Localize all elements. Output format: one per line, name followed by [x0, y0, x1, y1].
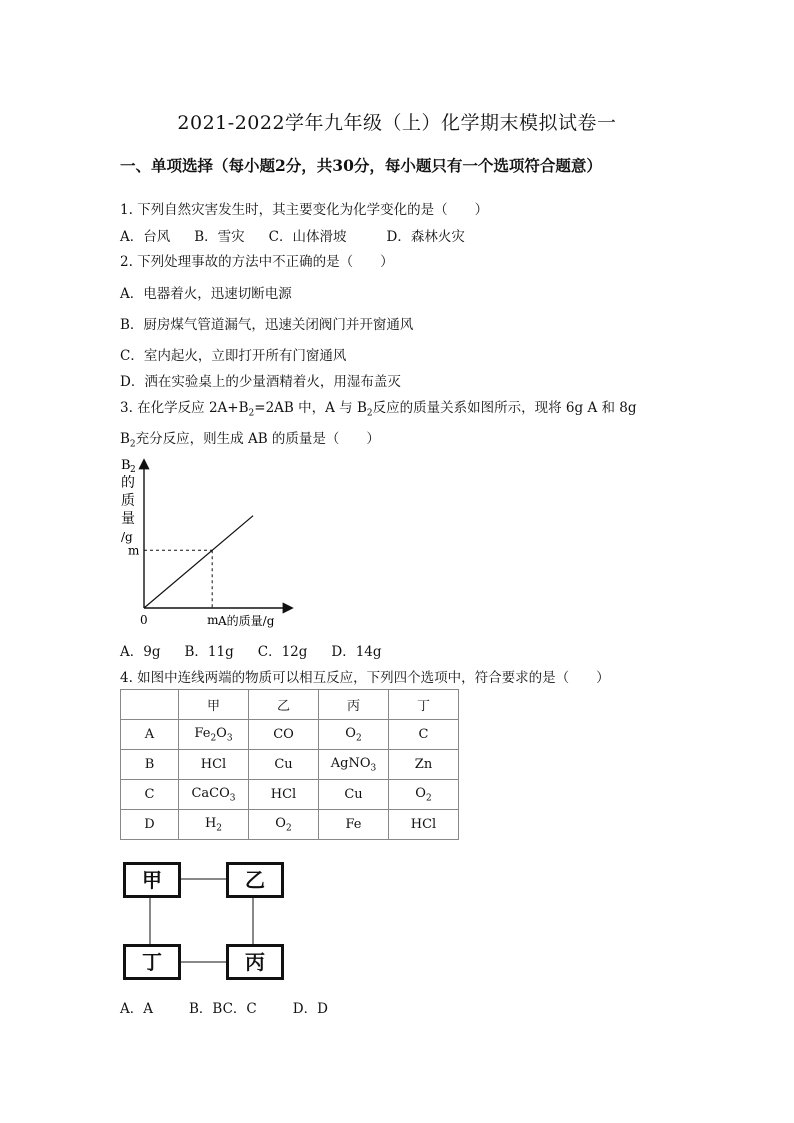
- x-tick-label-m: m: [207, 613, 219, 627]
- q1-option-c: C．山体滑坡: [268, 229, 347, 245]
- diagram-box-bing: 丙: [226, 944, 284, 980]
- series-line-b2-vs-a: [144, 516, 253, 608]
- page-title: 2021-2022学年九年级（上）化学期末模拟试卷一: [177, 112, 617, 134]
- table-header-cell: 甲: [179, 690, 249, 720]
- q3-option-c: C．12g: [257, 644, 308, 660]
- q3-stem-sub1: 2: [248, 408, 255, 419]
- table-cell: HCl: [249, 780, 319, 810]
- diagram-box-yi: 乙: [226, 862, 284, 898]
- q3-option-b: B．11g: [184, 644, 234, 660]
- table-cell: D: [121, 810, 179, 840]
- q3-line2-rest: 充分反应，则生成 AB 的质量是（ ）: [135, 431, 380, 447]
- table-header-cell: [121, 690, 179, 720]
- table-header-cell: 丁: [389, 690, 459, 720]
- table-cell: Fe: [319, 810, 389, 840]
- diagram-box-jia: 甲: [123, 862, 181, 898]
- table-cell: AgNO$_3$: [319, 750, 389, 780]
- table-cell: $H_2$: [179, 810, 249, 840]
- q1-options: [120, 225, 489, 245]
- q1-option-b: B．雪灾: [194, 229, 245, 245]
- table-cell: HCl: [179, 750, 249, 780]
- q2-option-c: C．室内起火，立即打开所有门窗通风: [120, 348, 347, 364]
- section-heading: 一、单项选择（每小题2分，共30分，每小题只有一个选项符合题意）: [120, 156, 602, 175]
- table-cell: Cu: [319, 780, 389, 810]
- q1-stem: 1. 下列自然灾害发生时，其主要变化为化学变化的是（ ）: [120, 202, 489, 218]
- q4-table: [120, 689, 459, 840]
- table-cell: C: [389, 720, 459, 750]
- q3-option-a: A．9g: [120, 644, 161, 660]
- q4-option-d: D．D: [292, 1001, 328, 1017]
- table-cell: C: [121, 780, 179, 810]
- q4-option-a: A．A: [120, 1001, 153, 1017]
- y-tick-label-m: m: [128, 543, 140, 558]
- x-axis-label: A的质量/g: [218, 614, 275, 628]
- table-row: [121, 720, 459, 750]
- table-cell: B: [121, 750, 179, 780]
- q4-option-bc: B．BC．C: [189, 1001, 257, 1017]
- table-header-row: [121, 690, 459, 720]
- q1-option-a: A．台风: [120, 229, 171, 245]
- y-axis-label-liang: 量: [121, 511, 135, 527]
- q4-stem: 4. 如图中连线两端的物质可以相互反应，下列四个选项中，符合要求的是（ ）: [120, 670, 610, 686]
- y-axis-label-zhi: 质: [121, 493, 135, 509]
- table-cell: Cu: [249, 750, 319, 780]
- q3-stem-part-b: =2AB 中，A 与 B: [254, 400, 367, 416]
- q4-options: [120, 997, 352, 1017]
- table-row: [121, 750, 459, 780]
- table-row: [121, 780, 459, 810]
- q3-line2-sub: 2: [129, 439, 136, 450]
- q2-option-d: D．洒在实验桌上的少量酒精着火，用湿布盖灭: [120, 374, 401, 390]
- table-header-cell: 乙: [249, 690, 319, 720]
- y-axis-label-de: 的: [121, 475, 135, 491]
- table-cell: $Fe_2O_3$: [179, 720, 249, 750]
- q3-stem-sub2: 2: [366, 408, 373, 419]
- q3-mass-chart: [113, 455, 303, 635]
- q1-option-d: D．森林火灾: [386, 229, 465, 245]
- table-header-cell: 丙: [319, 690, 389, 720]
- table-cell: Zn: [389, 750, 459, 780]
- table-cell: HCl: [389, 810, 459, 840]
- y-axis-label-sub: 2: [130, 465, 136, 475]
- q2-option-b: B．厨房煤气管道漏气，迅速关闭阀门并开窗通风: [120, 317, 414, 333]
- table-cell: CaCO$_3$: [179, 780, 249, 810]
- table-cell: $O_2$: [319, 720, 389, 750]
- origin-label: 0: [140, 613, 148, 627]
- q3-stem-line2: [120, 427, 380, 450]
- table-cell: $O_2$: [389, 780, 459, 810]
- table-cell: CO: [249, 720, 319, 750]
- y-axis-label-b: B: [121, 458, 131, 473]
- table-cell: A: [121, 720, 179, 750]
- q3-options: [120, 640, 406, 660]
- q3-stem: [120, 396, 637, 419]
- q2-option-a: A．电器着火，迅速切断电源: [120, 286, 292, 302]
- q3-option-d: D．14g: [331, 644, 382, 660]
- q3-stem-part-c: 反应的质量关系如图所示，现将 6g A 和 8g: [372, 400, 637, 416]
- diagram-box-ding: 丁: [123, 944, 181, 980]
- table-cell: $O_2$: [249, 810, 319, 840]
- q3-line2-b: B: [120, 431, 130, 447]
- y-axis-label-unit: /g: [121, 530, 133, 544]
- table-row: [121, 810, 459, 840]
- q3-stem-part-a: 3. 在化学反应 2A+B: [120, 400, 249, 416]
- q2-stem: 2. 下列处理事故的方法中不正确的是（ ）: [120, 254, 394, 270]
